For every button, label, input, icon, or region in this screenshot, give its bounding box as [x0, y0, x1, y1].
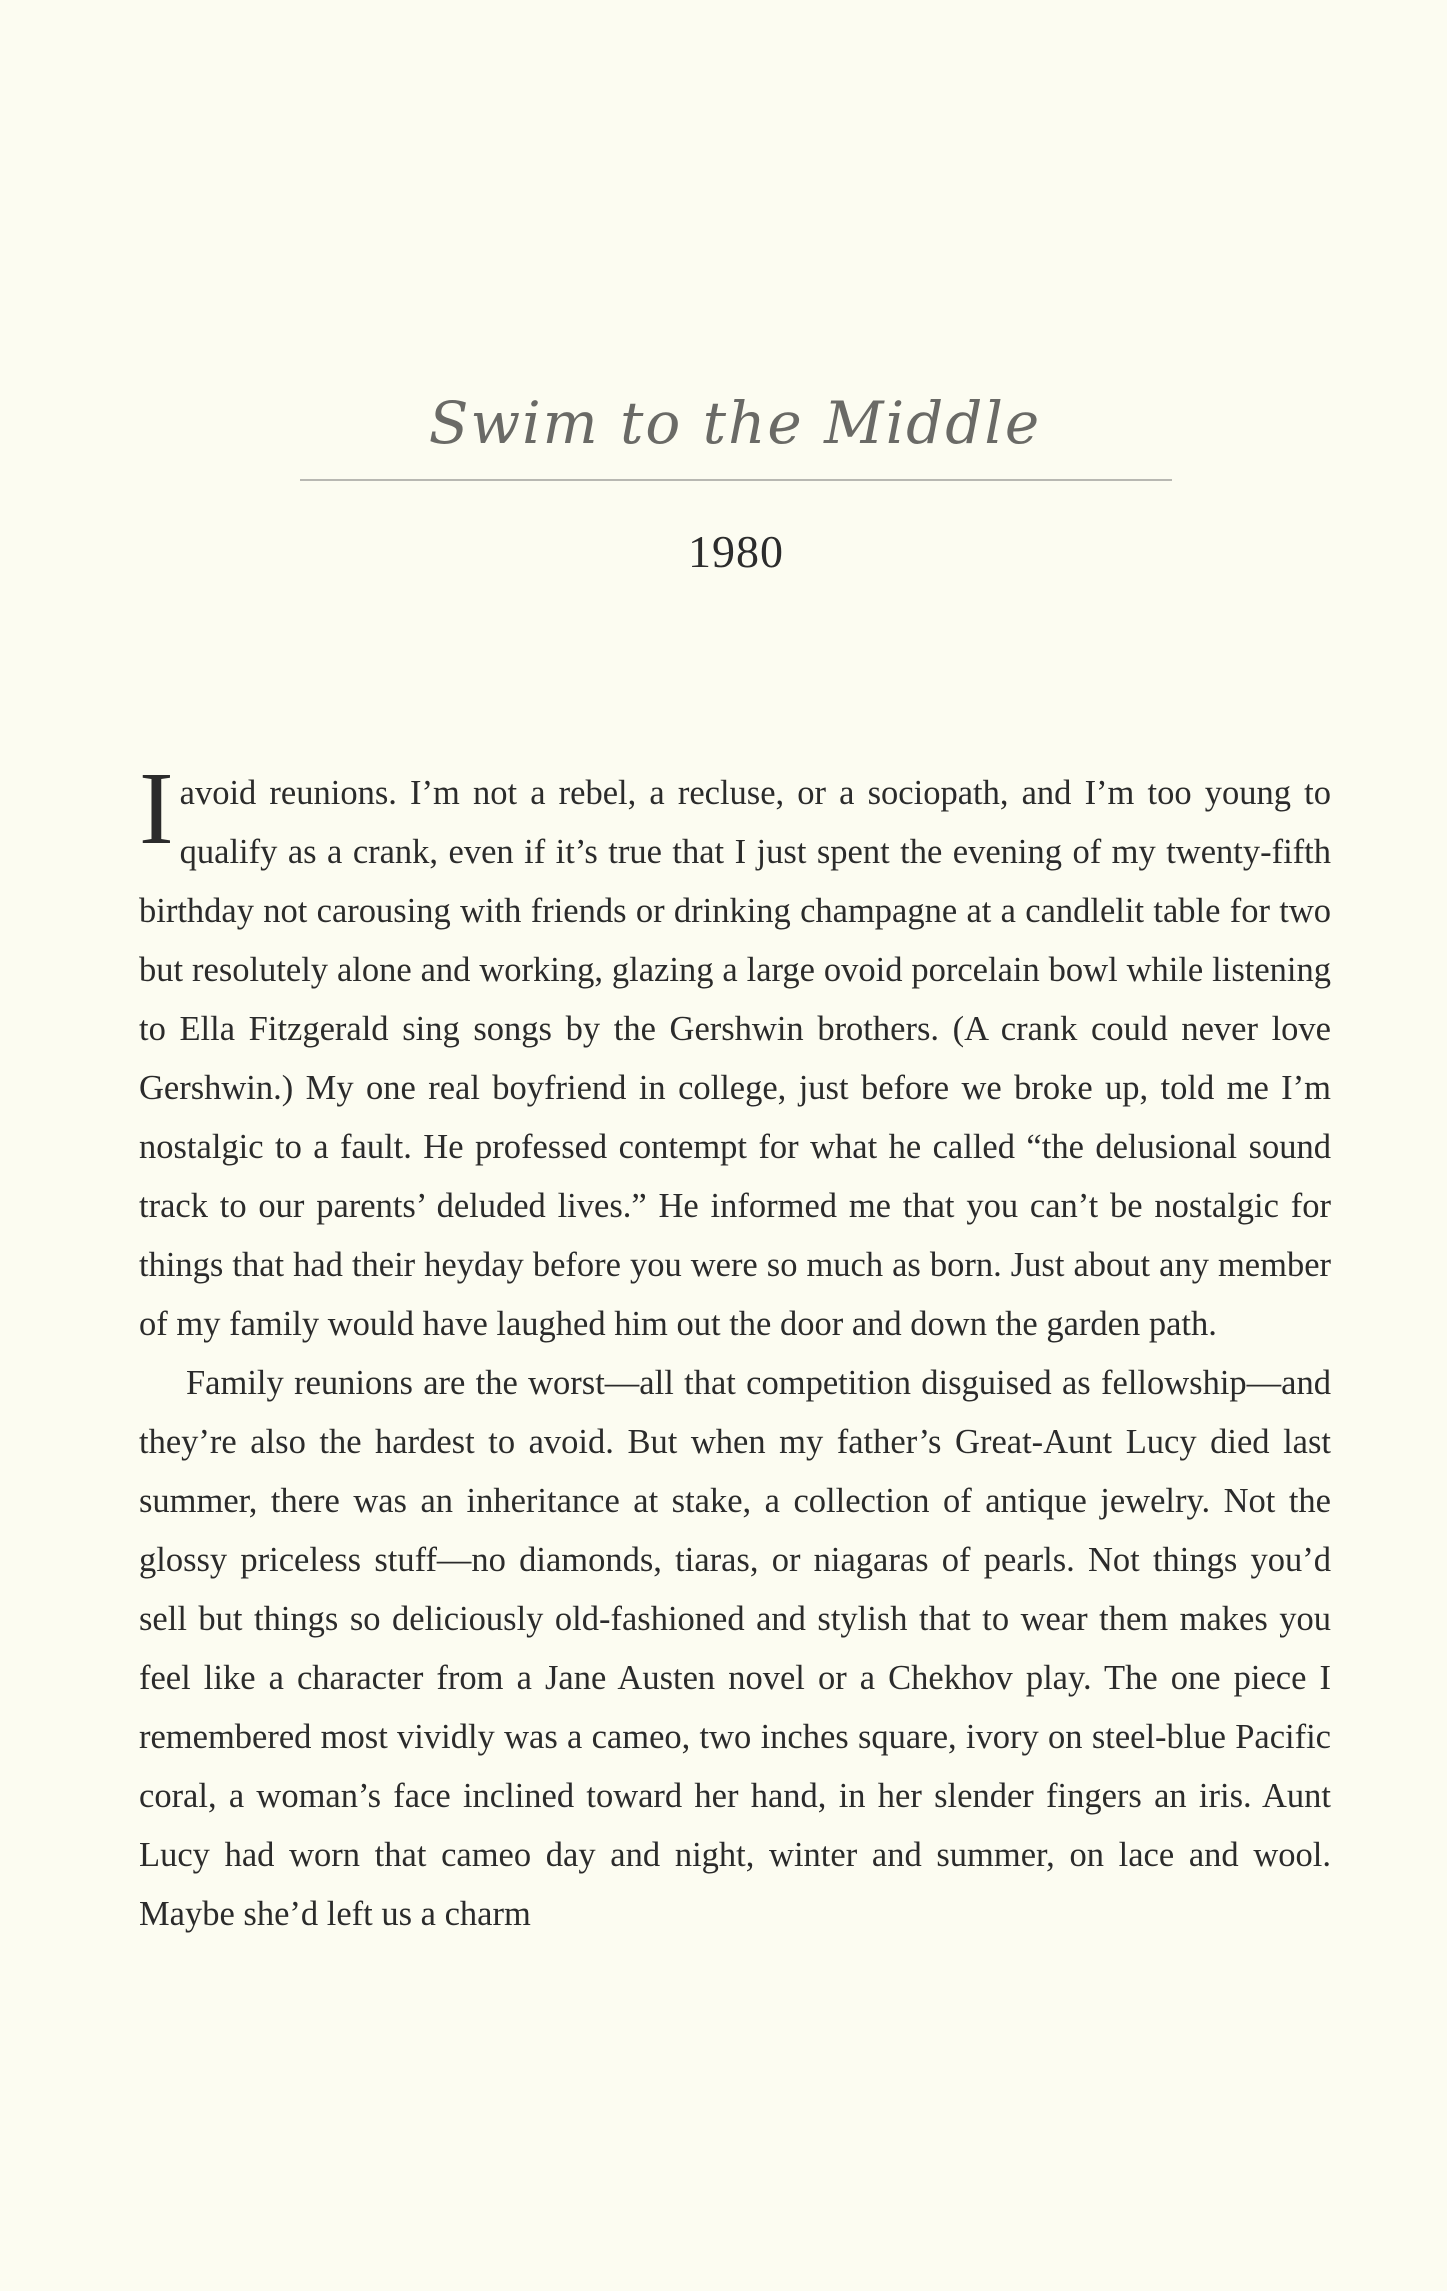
paragraph-1-text: avoid reunions. I’m not a rebel, a recluse, or a sociopath, and I’m too young to qualify as a crank, even if it’s true that I just spent the evening of my twenty-fifth birthday not carousing with friends or drinking champagne at a candlelit table for two but resolutely alone and working, glazing a large ovoid porcelain bowl while listening to Ella Fitzgerald sing songs by the Gershwin brothers. (A crank could never love Gershwin.) My one real boyfriend in college, just before we broke up, told me I’m nostalgic to a fault. He professed contempt for what he called “the delusional sound track to our parents’ deluded lives.” He informed me that you can’t be nostalgic for things that had their heyday before you were so much as born. Just about any member of my family would have laughed him out the door and down the garden path.	[139, 774, 1331, 1343]
paragraph-1	[139, 751, 1331, 1354]
drop-cap: I	[139, 751, 174, 866]
chapter-title: Swim to the Middle	[428, 389, 1042, 457]
paragraph-2	[139, 1354, 1331, 1944]
chapter-year: 1980	[688, 526, 784, 577]
paragraph-2-text: Family reunions are the worst—all that competition disguised as fellowship—and they’re also the hardest to avoid. But when my father’s Great-Aunt Lucy died last summer, there was an inheritance at stake, a collection of antique jewelry. Not the glossy priceless stuff—no diamonds, tiaras, or niagaras of pearls. Not things you’d sell but things so deliciously old-fashioned and stylish that to wear them makes you feel like a character from a Jane Austen novel or a Chekhov play. The one piece I remembered most vividly was a cameo, two inches square, ivory on steel-blue Pacific coral, a woman’s face inclined toward her hand, in her slender fingers an iris. Aunt Lucy had worn that cameo day and night, winter and summer, on lace and wool. Maybe she’d left us a charm	[139, 1364, 1331, 1933]
body-text	[139, 751, 1331, 1944]
title-divider	[300, 479, 1172, 481]
